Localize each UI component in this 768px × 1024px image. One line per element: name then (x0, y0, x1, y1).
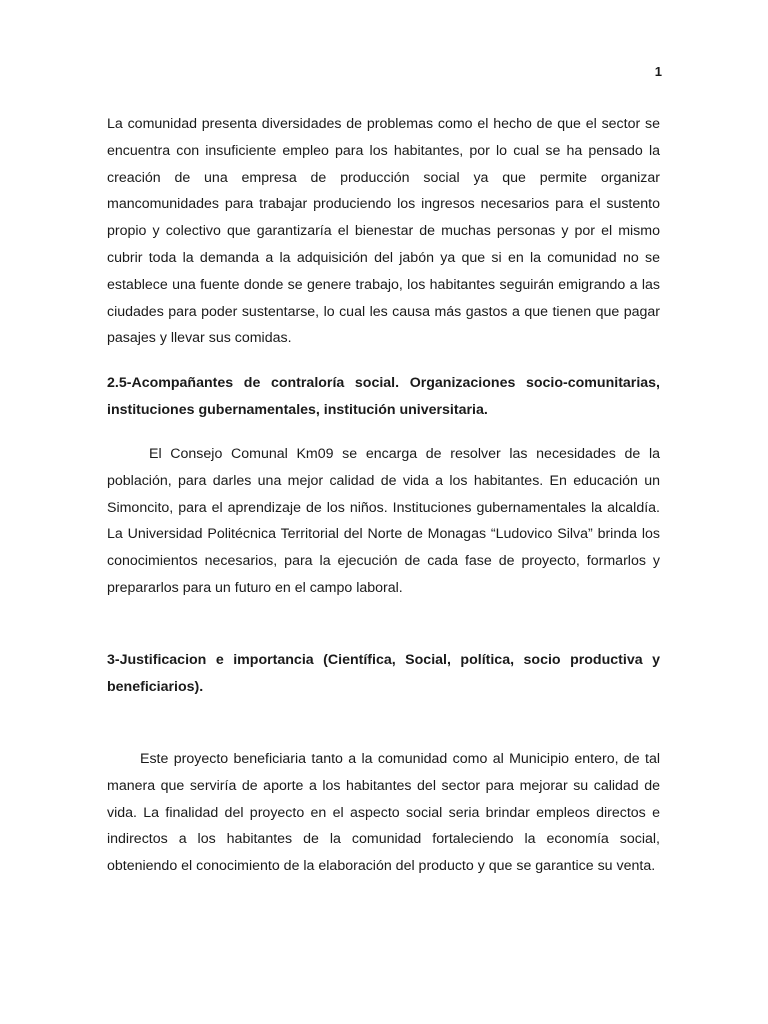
intro-paragraph: La comunidad presenta diversidades de problemas como el hecho de que el sector se encuentra con insuficiente empleo para los habitantes, por lo cual se ha pensado la creación de una empresa de producción social ya que permite organizar mancomunidades para trabajar produciendo los ingresos necesarios para el sustento propio y colectivo que garantizaría el bienestar de muchas personas y por el mismo cubrir toda la demanda a la adquisición del jabón ya que si en la comunidad no se establece una fuente donde se genere trabajo, los habitantes seguirán emigrando a las ciudades para poder sustentarse, lo cual les causa más gastos a que tienen que pagar pasajes y llevar sus comidas. (107, 116, 660, 347)
section-2-5-paragraph: El Consejo Comunal Km09 se encarga de resolver las necesidades de la población, para darles una mejor calidad de vida a los habitantes. En educación un Simoncito, para el aprendizaje de los niños. Instituciones gubernamentales la alcaldía. La Universidad Politécnica Territorial del Norte de Monagas “Ludovico Silva” brinda los conocimientos necesarios, para la ejecución de cada fase de proyecto, formarlos y prepararlos para un futuro en el campo laboral. (107, 446, 660, 596)
section-3-paragraph: Este proyecto beneficiaria tanto a la comunidad como al Municipio entero, de tal manera que serviría de aporte a los habitantes del sector para mejorar su calidad de vida. La finalidad del proyecto en el aspecto social seria brindar empleos directos e indirectos a los habitantes de la comunidad fortaleciendo la economía social, obteniendo el conocimiento de la elaboración del producto y que se garantice su venta. (107, 751, 660, 875)
section-heading-3: 3-Justificacion e importancia (Científica, Social, política, socio productiva y beneficiarios). (107, 652, 660, 695)
page-number: 1 (654, 64, 662, 79)
section-heading-2-5: 2.5-Acompañantes de contraloría social. Organizaciones socio-comunitarias, instituciones gubernamentales, institución universitaria. (107, 375, 660, 418)
